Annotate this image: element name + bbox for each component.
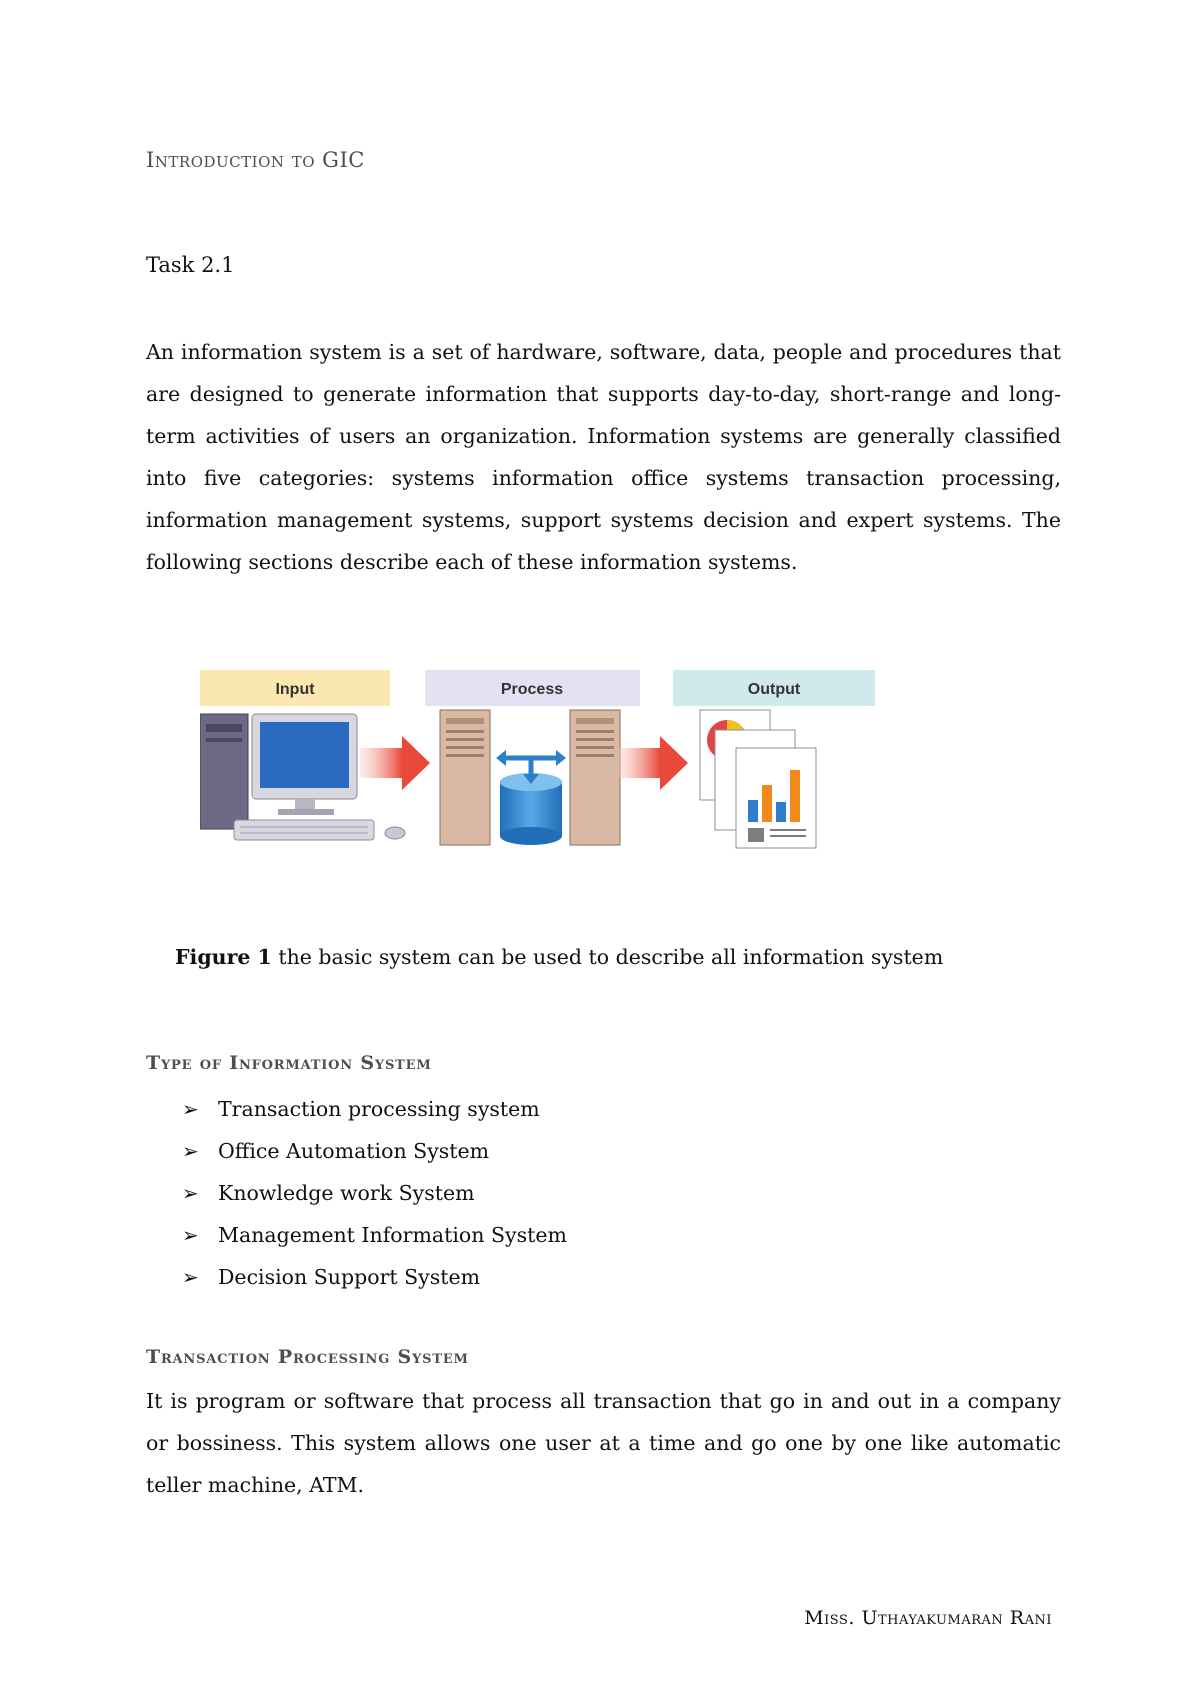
types-heading: Type of Information System xyxy=(146,1052,432,1074)
list-item xyxy=(182,1088,567,1130)
arrow-bullet-icon: ➢ xyxy=(182,1265,199,1289)
list-item-label: Decision Support System xyxy=(218,1265,481,1289)
types-list xyxy=(182,1088,567,1298)
list-item-label: Management Information System xyxy=(218,1223,567,1247)
arrow-bullet-icon: ➢ xyxy=(182,1139,199,1163)
list-item-label: Knowledge work System xyxy=(218,1181,475,1205)
process-label: Process xyxy=(500,681,564,698)
input-panel xyxy=(200,670,390,706)
system-diagram-figure xyxy=(200,670,880,850)
arrow-bullet-icon: ➢ xyxy=(182,1181,199,1205)
tps-paragraph: It is program or software that process all transaction that go in and out in a company or bossiness. This system allows one user at a time and go one by one like automatic teller machine, ATM. xyxy=(146,1389,1061,1497)
process-panel xyxy=(425,670,640,706)
tps-heading: Transaction Processing System xyxy=(146,1346,469,1368)
list-item-label: Office Automation System xyxy=(218,1139,490,1163)
footer-author: Miss. Uthayakumaran Rani xyxy=(804,1607,1052,1629)
figure-caption xyxy=(175,945,943,969)
list-item xyxy=(182,1256,567,1298)
task-label: Task 2.1 xyxy=(146,253,235,277)
arrow-bullet-icon: ➢ xyxy=(182,1097,199,1121)
arrow-input-to-process-icon xyxy=(360,736,430,790)
list-item xyxy=(182,1130,567,1172)
list-item xyxy=(182,1172,567,1214)
output-label: Output xyxy=(747,681,801,698)
page-title: Introduction to GIC xyxy=(146,148,365,172)
intro-paragraph: An information system is a set of hardware, software, data, people and procedures that are designed to generate information that supports day-to-day, short-range and long-term activities of users an organization. Information systems are generally classified into five categories: systems information office systems transaction processing, information management systems, support systems decision and expert systems. The following sections describe each of these information systems. xyxy=(146,340,1061,574)
arrow-process-to-output-icon xyxy=(618,736,688,790)
list-item xyxy=(182,1214,567,1256)
database-icon xyxy=(496,750,566,845)
figure-caption-text: the basic system can be used to describe all information system xyxy=(271,945,944,969)
figure-caption-label: Figure 1 xyxy=(175,945,272,969)
report-documents-icon xyxy=(700,710,816,848)
arrow-bullet-icon: ➢ xyxy=(182,1223,199,1247)
input-label: Input xyxy=(275,681,315,698)
list-item-label: Transaction processing system xyxy=(218,1097,540,1121)
output-panel xyxy=(673,670,875,706)
